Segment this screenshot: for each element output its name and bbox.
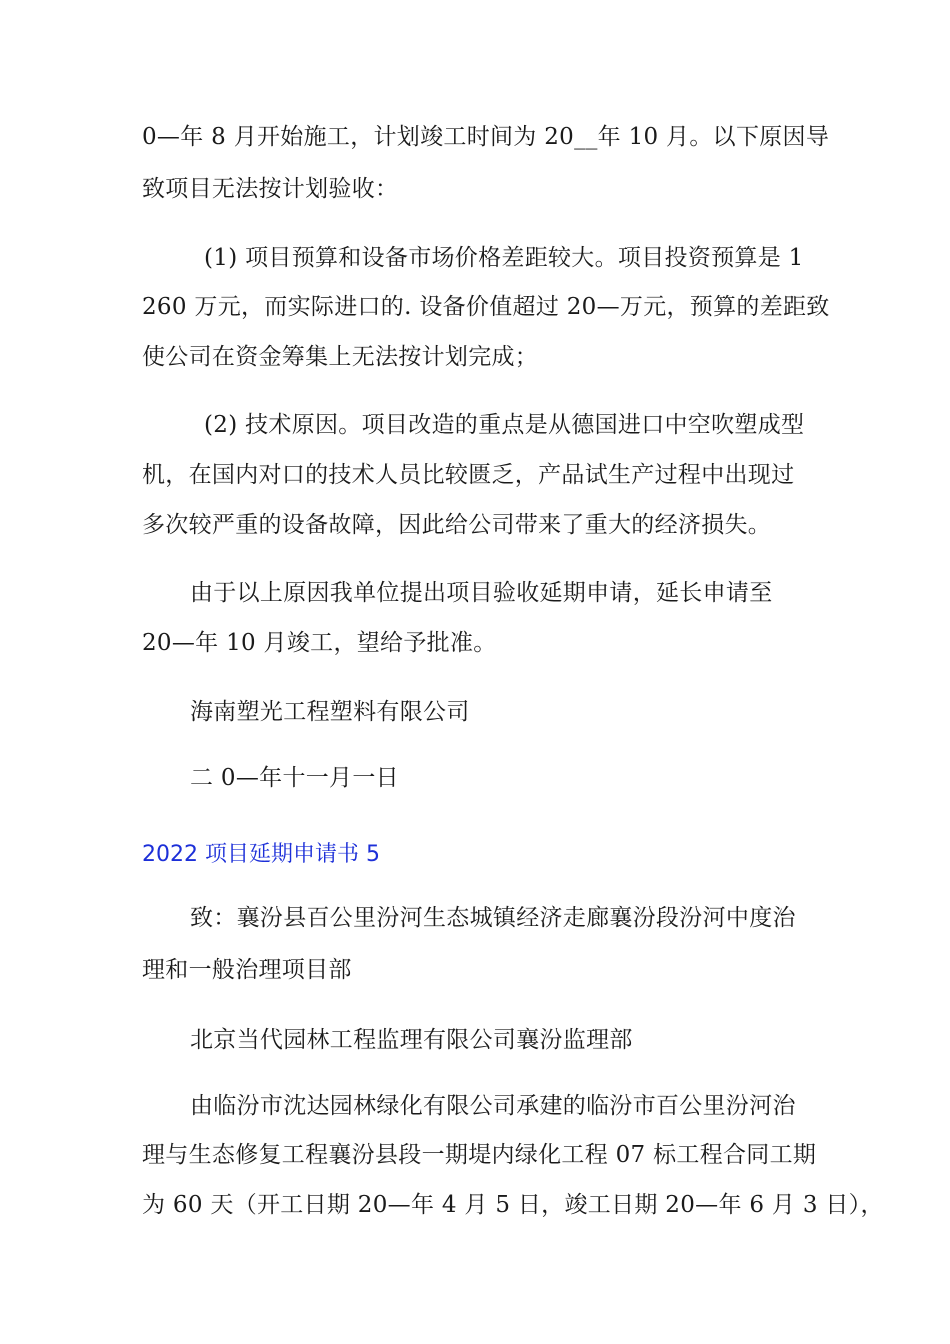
letter-recipient-line: 致：襄汾县百公里汾河生态城镇经济走廊襄汾段汾河中度治 (190, 905, 796, 931)
letter-sender: 北京当代园林工程监理有限公司襄汾监理部 (190, 1027, 633, 1053)
list-item-line: (1) 项目预算和设备市场价格差距较大。项目投资预算是 1 (204, 245, 804, 271)
letter-body-line: 由临汾市沈达园林绿化有限公司承建的临汾市百公里汾河治 (190, 1093, 796, 1119)
paragraph-line: 由于以上原因我单位提出项目验收延期申请，延长申请至 (190, 580, 773, 606)
list-item-line: 机，在国内对口的技术人员比较匮乏，产品试生产过程中出现过 (142, 462, 795, 488)
section-heading: 2022 项目延期申请书 5 (142, 842, 380, 867)
list-item-line: (2) 技术原因。项目改造的重点是从德国进口中空吹塑成型 (204, 412, 805, 438)
letter-recipient-line: 理和一般治理项目部 (142, 957, 352, 983)
letter-body-line: 理与生态修复工程襄汾县段一期堤内绿化工程 07 标工程合同工期 (142, 1142, 817, 1168)
list-item-line: 260 万元，而实际进口的. 设备价值超过 20—万元，预算的差距致 (142, 294, 830, 320)
letter-body-line: 为 60 天（开工日期 20—年 4 月 5 日，竣工日期 20—年 6 月 3 日）， (142, 1192, 884, 1218)
signature-company: 海南塑光工程塑料有限公司 (190, 699, 470, 725)
signature-date: 二 0—年十一月一日 (190, 765, 399, 791)
list-item-line: 多次较严重的设备故障，因此给公司带来了重大的经济损失。 (142, 512, 772, 538)
paragraph-line: 致项目无法按计划验收： (142, 176, 399, 202)
list-item-line: 使公司在资金筹集上无法按计划完成； (142, 344, 539, 370)
paragraph-line: 0—年 8 月开始施工，计划竣工时间为 20__年 10 月。以下原因导 (142, 124, 830, 150)
paragraph-line: 20—年 10 月竣工，望给予批准。 (142, 630, 497, 656)
